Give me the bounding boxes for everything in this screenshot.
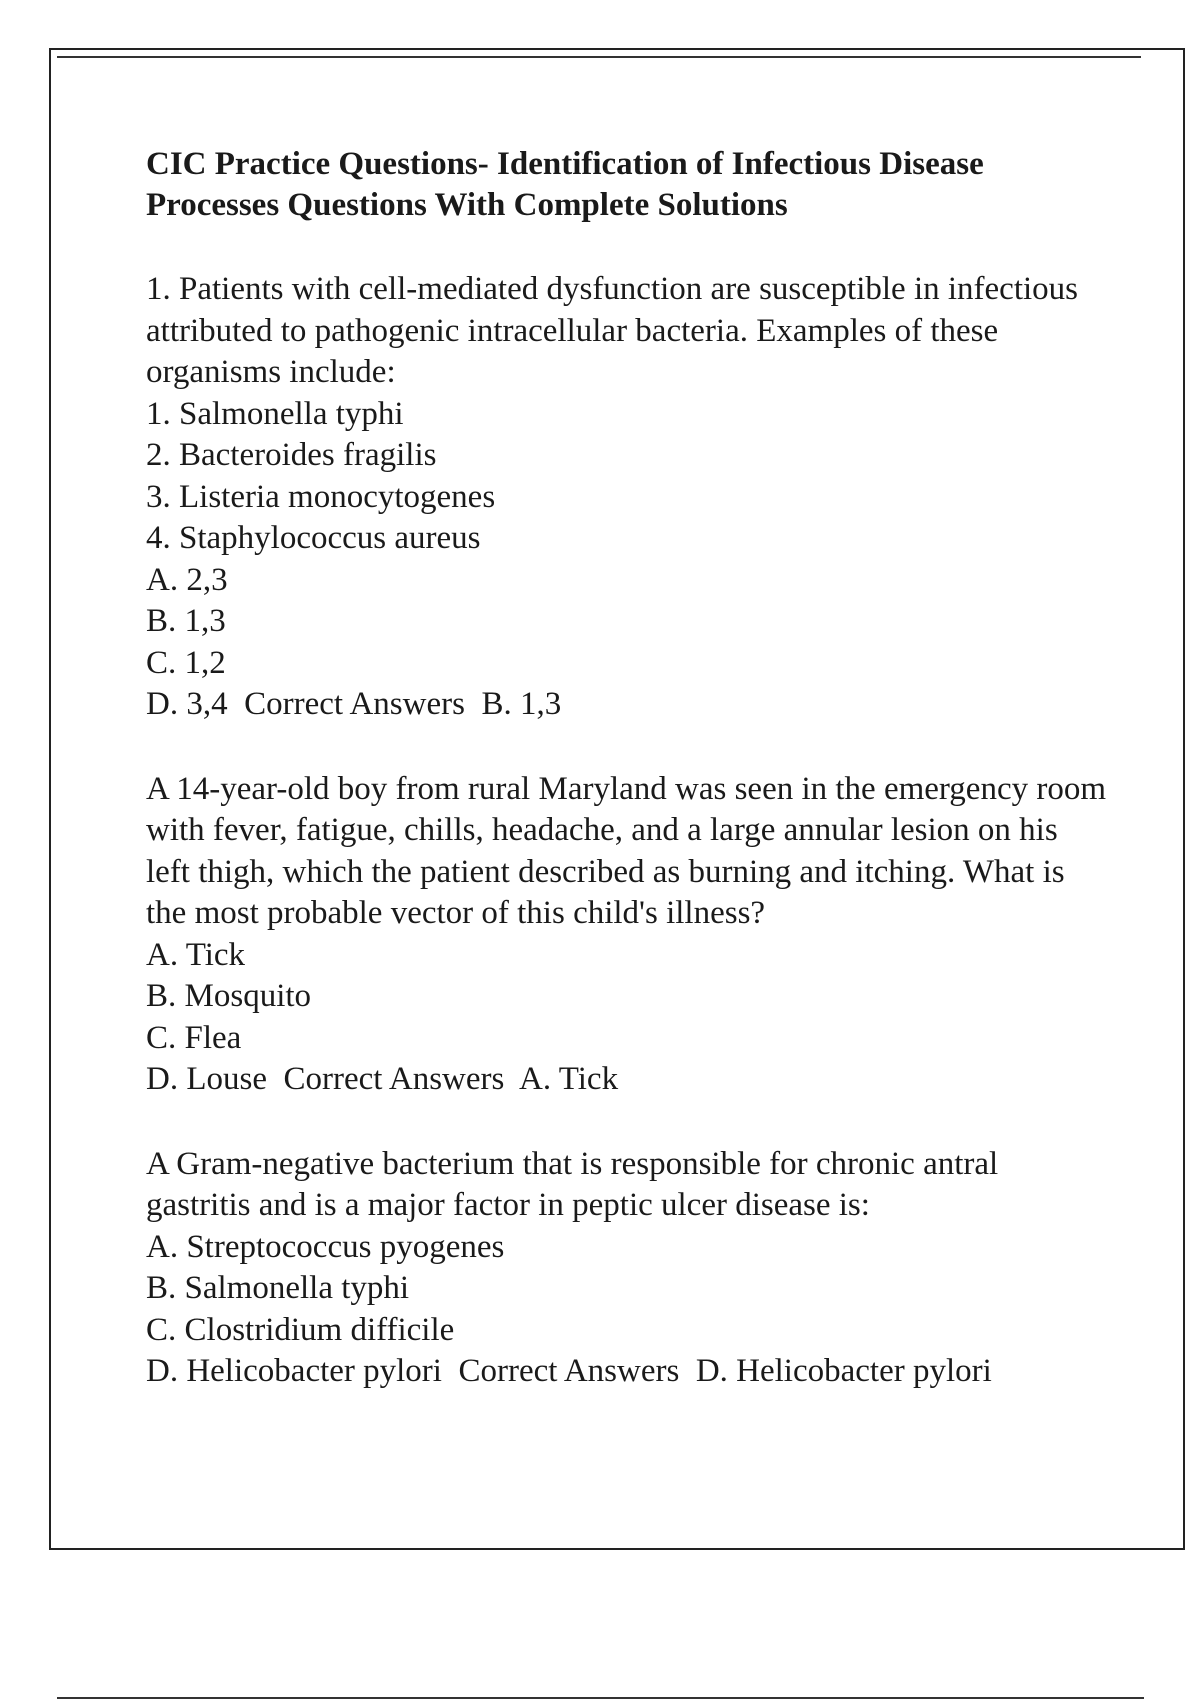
document-body	[146, 144, 1106, 1436]
answer-option: B. 1,3	[146, 603, 226, 639]
top-rule	[57, 56, 1141, 58]
question-item: 2. Bacteroides fragilis	[146, 437, 437, 473]
answer-option-with-correct-answer: D. Louse Correct Answers A. Tick	[146, 1061, 619, 1097]
question-1	[146, 269, 1106, 726]
answer-option: A. 2,3	[146, 561, 228, 598]
answer-option: B. Mosquito	[146, 978, 312, 1014]
question-stem: A Gram-negative bacterium that is responsible for chronic antral gastritis and is a major factor in peptic ulcer disease is:	[146, 1145, 999, 1223]
bottom-rule	[57, 1697, 1144, 1699]
answer-option: A. Streptococcus pyogenes	[146, 1228, 505, 1265]
question-stem: 1. Patients with cell-mediated dysfunction are susceptible in infectious attributed to pathogenic intracellular bacteria. Examples of these organisms include:	[146, 271, 1079, 390]
answer-option: C. Clostridium difficile	[146, 1311, 455, 1348]
document-title: CIC Practice Questions- Identification of Infectious Disease Processes Questions With Complete Solutions	[146, 146, 984, 223]
answer-option: B. Salmonella typhi	[146, 1270, 410, 1306]
answer-option: C. Flea	[146, 1019, 242, 1056]
question-item: 4. Staphylococcus aureus	[146, 520, 481, 556]
answer-option-with-correct-answer: D. Helicobacter pylori Correct Answers D. Helicobacter pylori	[146, 1353, 992, 1389]
question-3	[146, 1144, 1106, 1393]
question-stem: A 14-year-old boy from rural Maryland was seen in the emergency room with fever, fatigue, chills, headache, and a large annular lesion on his left thigh, which the patient described as burning and itching. What is the most probable vector of this child's illness?	[146, 770, 1107, 931]
question-item: 3. Listeria monocytogenes	[146, 478, 496, 515]
answer-option: C. 1,2	[146, 644, 226, 681]
question-item: 1. Salmonella typhi	[146, 395, 404, 432]
question-2	[146, 769, 1106, 1101]
answer-option: A. Tick	[146, 936, 246, 973]
answer-option-with-correct-answer: D. 3,4 Correct Answers B. 1,3	[146, 686, 562, 722]
